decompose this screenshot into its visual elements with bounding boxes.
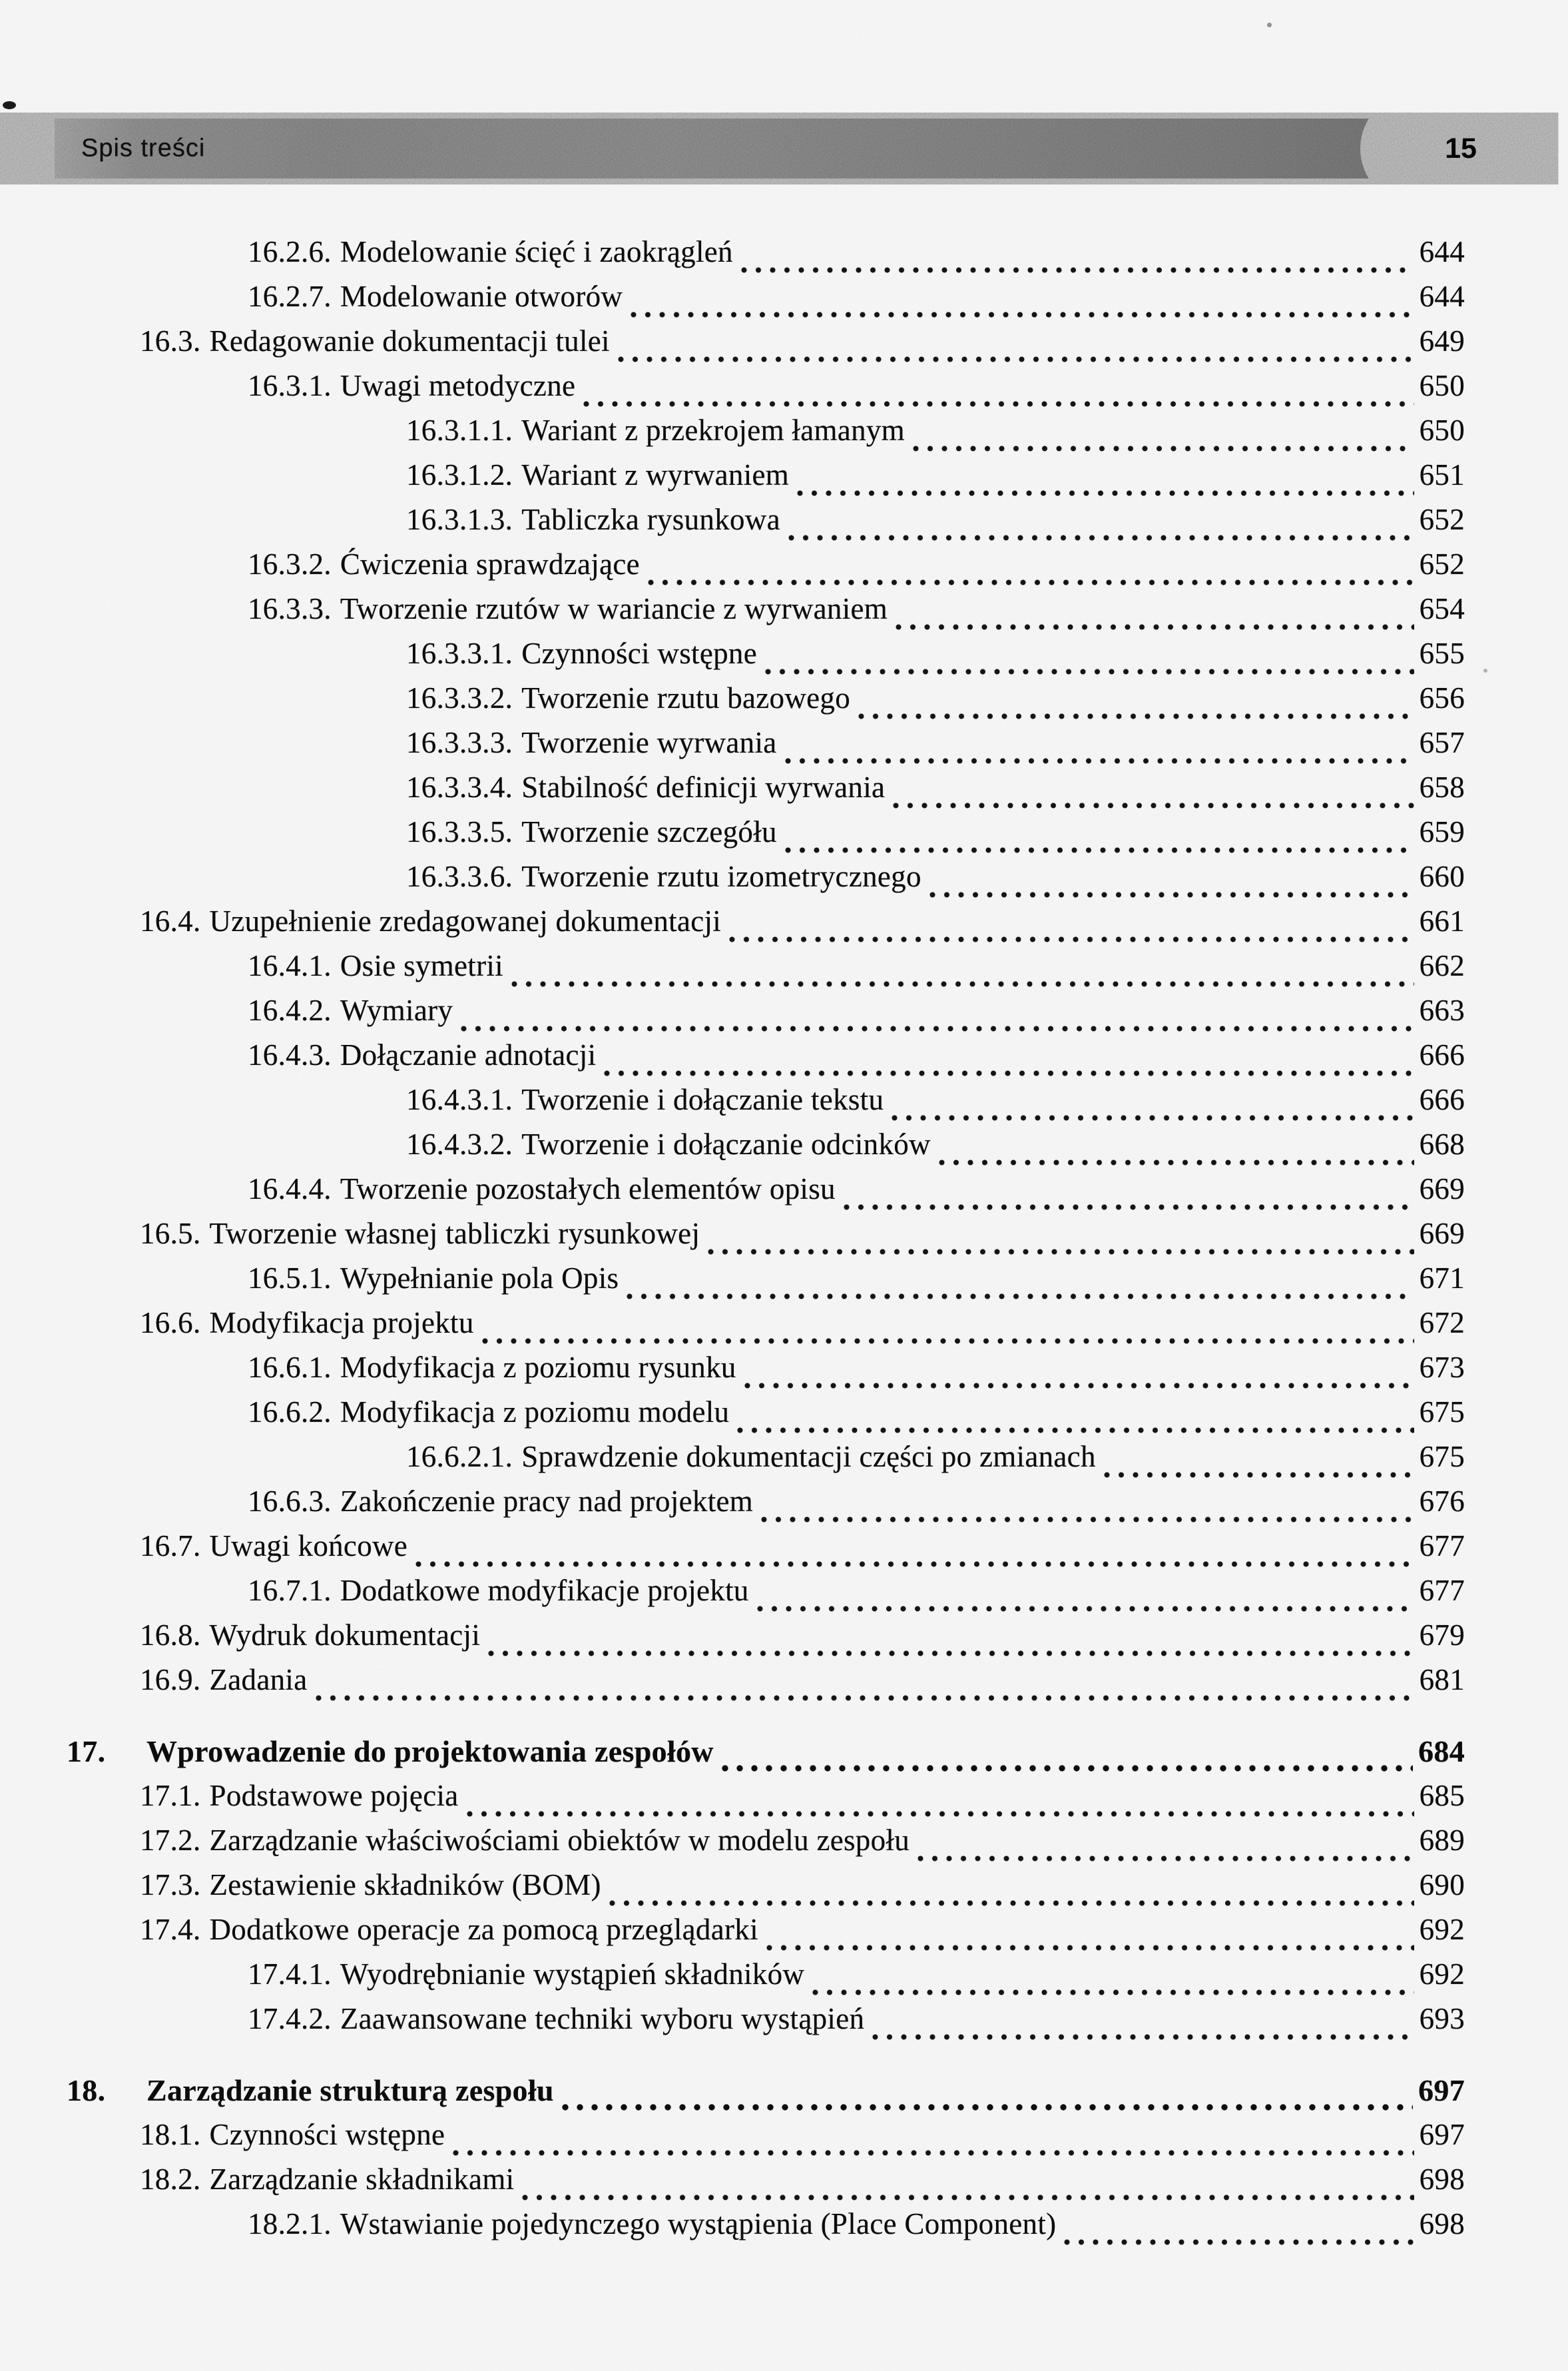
toc-entry-page: 676 (1419, 1485, 1465, 1518)
toc-entry-number: 16.9. (140, 1663, 201, 1696)
toc-leader-dots (511, 981, 1414, 987)
toc-entry (67, 859, 1465, 904)
toc-entry (67, 1395, 1465, 1439)
header-page-number: 15 (1445, 133, 1477, 165)
toc-entry-title: Wstawianie pojedynczego wystąpienia (Place Component) (340, 2207, 1057, 2240)
toc-entry-page: 649 (1419, 324, 1465, 358)
toc-entry-page: 672 (1419, 1306, 1465, 1339)
toc-entry-title: Czynności wstępne (521, 637, 757, 670)
toc-entry-number: 16.4.4. (248, 1172, 332, 1205)
toc-entry-title: Wariant z przekrojem łamanym (521, 414, 905, 447)
toc-leader-dots (892, 1115, 1414, 1121)
toc-entry-page: 666 (1419, 1083, 1465, 1116)
toc-leader-dots (939, 1160, 1414, 1166)
toc-entry-number: 16.6. (140, 1306, 201, 1339)
toc-leader-dots (741, 267, 1414, 273)
toc-leader-dots (316, 1695, 1414, 1701)
toc-entry-number: 17.1. (140, 1779, 201, 1812)
toc-leader-dots (708, 1249, 1414, 1255)
toc-entry-number: 16.6.1. (248, 1351, 332, 1384)
toc-entry-title: Zarządzanie właściwościami obiektów w modelu zespołu (209, 1824, 910, 1857)
toc-leader-dots (812, 1989, 1414, 1995)
toc-entry (67, 279, 1465, 324)
toc-entry-title: Podstawowe pojęcia (209, 1779, 459, 1812)
toc-entry-page: 669 (1419, 1172, 1465, 1205)
toc-entry (67, 1734, 1465, 1778)
toc-leader-dots (797, 490, 1414, 496)
toc-leader-dots (913, 446, 1414, 452)
toc-entry (67, 1912, 1465, 1957)
toc-entry-page: 662 (1419, 949, 1465, 982)
toc-leader-dots (467, 1811, 1414, 1817)
toc-entry-page: 650 (1419, 414, 1465, 447)
toc-entry-page: 663 (1419, 994, 1465, 1027)
toc-entry-number: 16.3. (140, 324, 201, 358)
toc-entry (67, 368, 1465, 413)
toc-entry (67, 458, 1465, 502)
toc-entry (67, 2117, 1465, 2162)
toc-entry-number: 16.7. (140, 1529, 201, 1562)
toc-entry-page: 693 (1419, 2002, 1465, 2035)
toc-entry-page: 656 (1419, 681, 1465, 715)
toc-entry-number: 16.4.3.1. (406, 1083, 513, 1116)
toc-leader-dots (917, 1856, 1414, 1862)
toc-entry-title: Redagowanie dokumentacji tulei (209, 324, 610, 358)
toc-entry (67, 1127, 1465, 1172)
toc-entry-title: Zakończenie pracy nad projektem (340, 1485, 754, 1518)
toc-entry (67, 1662, 1465, 1707)
toc-entry (67, 993, 1465, 1038)
toc-entry-title: Dodatkowe modyfikacje projektu (340, 1574, 749, 1607)
toc-entry-title: Stabilność definicji wyrwania (521, 771, 886, 804)
toc-entry-title: Tworzenie szczegółu (521, 815, 777, 848)
toc-entry (67, 1305, 1465, 1350)
toc-leader-dots (1104, 1472, 1414, 1478)
toc-entry-page: 673 (1419, 1351, 1465, 1384)
toc-entry-number: 16.3.1.3. (406, 503, 513, 536)
toc-entry (67, 1172, 1465, 1216)
toc-entry (67, 591, 1465, 636)
toc-entry (67, 413, 1465, 458)
toc-entry-number: 18.2. (140, 2163, 201, 2196)
toc-entry (67, 1618, 1465, 1662)
toc-entry (67, 1350, 1465, 1395)
toc-entry-number: 16.3.3.5. (406, 815, 513, 848)
toc-entry-number: 16.4. (140, 904, 201, 938)
toc-list (67, 234, 1465, 2251)
toc-entry-title: Uwagi metodyczne (340, 369, 576, 402)
toc-leader-dots (896, 624, 1414, 630)
toc-entry-number: 18.1. (140, 2118, 201, 2151)
toc-entry-page: 692 (1419, 1957, 1465, 1991)
toc-entry-title: Modelowanie ścięć i zaokrągleń (340, 235, 733, 268)
toc-entry-page: 675 (1419, 1395, 1465, 1429)
toc-entry-title: Wprowadzenie do projektowania zespołów (146, 1734, 714, 1768)
toc-entry-number: 17.4.1. (248, 1957, 332, 1991)
toc-entry-number: 16.3.1.1. (406, 414, 513, 447)
toc-entry-title: Wymiary (340, 994, 453, 1027)
toc-entry (67, 2162, 1465, 2206)
toc-entry (67, 2073, 1465, 2117)
toc-entry-number: 16.3.3.4. (406, 771, 513, 804)
toc-leader-dots (785, 758, 1414, 764)
toc-entry (67, 1867, 1465, 1912)
toc-entry-number: 17.4.2. (248, 2002, 332, 2035)
toc-entry (67, 2001, 1465, 2046)
toc-entry-page: 659 (1419, 815, 1465, 848)
toc-entry-title: Ćwiczenia sprawdzające (340, 547, 640, 581)
toc-entry (67, 1778, 1465, 1823)
toc-leader-dots (461, 1026, 1414, 1032)
toc-leader-dots (618, 356, 1414, 362)
toc-entry (67, 1038, 1465, 1082)
toc-leader-dots (737, 1427, 1414, 1433)
toc-leader-dots (785, 847, 1414, 853)
toc-leader-dots (765, 669, 1414, 675)
toc-entry-page: 697 (1418, 2073, 1465, 2107)
toc-leader-dots (482, 1338, 1414, 1344)
toc-entry-number: 18. (67, 2073, 106, 2107)
toc-entry (67, 502, 1465, 547)
toc-entry-title: Modyfikacja z poziomu modelu (340, 1395, 730, 1429)
toc-entry (67, 1216, 1465, 1261)
toc-entry-page: 651 (1419, 458, 1465, 492)
toc-entry-title: Tworzenie własnej tabliczki rysunkowej (209, 1217, 700, 1250)
toc-entry (67, 1439, 1465, 1484)
page-header-bar (55, 119, 1422, 178)
toc-leader-dots (583, 401, 1414, 407)
toc-entry-title: Wypełnianie pola Opis (340, 1261, 619, 1295)
toc-entry-page: 698 (1419, 2163, 1465, 2196)
toc-entry-page: 690 (1419, 1868, 1465, 1901)
toc-entry-title: Zestawienie składników (BOM) (209, 1868, 601, 1901)
toc-entry-number: 16.4.2. (248, 994, 332, 1027)
toc-entry-number: 16.4.3.2. (406, 1128, 513, 1161)
toc-entry-page: 669 (1419, 1217, 1465, 1250)
toc-entry (67, 1528, 1465, 1573)
toc-entry-title: Modyfikacja z poziomu rysunku (340, 1351, 736, 1384)
toc-entry-title: Tworzenie rzutów w wariancie z wyrwaniem (340, 592, 888, 625)
toc-entry-title: Zaawansowane techniki wyboru wystąpień (340, 2002, 865, 2035)
toc-entry (67, 1484, 1465, 1528)
toc-leader-dots (627, 1293, 1414, 1299)
toc-entry (67, 681, 1465, 725)
toc-entry-title: Modelowanie otworów (340, 280, 623, 313)
toc-entry-page: 684 (1418, 1734, 1465, 1768)
toc-leader-dots (604, 1070, 1414, 1076)
toc-leader-dots (729, 936, 1414, 942)
toc-leader-dots (893, 803, 1414, 809)
toc-entry-number: 16.7.1. (248, 1574, 332, 1607)
toc-entry-title: Uzupełnienie zredagowanej dokumentacji (209, 904, 722, 938)
toc-entry (67, 1082, 1465, 1127)
toc-entry-page: 657 (1419, 726, 1465, 759)
toc-entry-number: 17.3. (140, 1868, 201, 1901)
toc-entry-number: 16.2.6. (248, 235, 332, 268)
toc-entry (67, 2206, 1465, 2251)
scan-artifact (1267, 23, 1272, 27)
toc-entry-number: 16.3.3.3. (406, 726, 513, 759)
header-notch (1360, 119, 1422, 178)
header-section-title: Spis treści (81, 134, 206, 163)
toc-entry-number: 16.3.1. (248, 369, 332, 402)
toc-entry-title: Tabliczka rysunkowa (521, 503, 780, 536)
toc-entry-number: 16.3.3.6. (406, 860, 513, 893)
toc-entry-number: 16.8. (140, 1618, 201, 1652)
scan-artifact (1483, 669, 1487, 673)
toc-entry-number: 16.3.3.2. (406, 681, 513, 715)
toc-entry-title: Osie symetrii (340, 949, 503, 982)
toc-leader-dots (844, 1204, 1414, 1210)
toc-entry-title: Sprawdzenie dokumentacji części po zmianach (521, 1440, 1096, 1473)
toc-entry-title: Dołączanie adnotacji (340, 1038, 597, 1072)
toc-entry-page: 660 (1419, 860, 1465, 893)
toc-entry-page: 677 (1419, 1529, 1465, 1562)
toc-leader-dots (766, 1945, 1414, 1951)
toc-entry-title: Czynności wstępne (209, 2118, 445, 2151)
toc-leader-dots (722, 1765, 1413, 1772)
toc-entry-number: 17. (67, 1734, 106, 1768)
toc-leader-dots (757, 1606, 1414, 1612)
toc-entry (67, 1261, 1465, 1305)
toc-entry-page: 644 (1419, 235, 1465, 268)
toc-entry-page: 652 (1419, 503, 1465, 536)
toc-entry-page: 685 (1419, 1779, 1465, 1812)
toc-entry-title: Wydruk dokumentacji (209, 1618, 481, 1652)
toc-entry-page: 650 (1419, 369, 1465, 402)
toc-entry-page: 652 (1419, 547, 1465, 581)
toc-leader-dots (858, 713, 1414, 719)
toc-entry-page: 671 (1419, 1261, 1465, 1295)
toc-leader-dots (415, 1561, 1414, 1567)
toc-entry-number: 16.2.7. (248, 280, 332, 313)
toc-entry-title: Zarządzanie składnikami (209, 2163, 515, 2196)
toc-entry-title: Uwagi końcowe (209, 1529, 408, 1562)
toc-entry-title: Wariant z wyrwaniem (521, 458, 790, 492)
toc-entry-number: 16.6.2.1. (406, 1440, 513, 1473)
toc-entry-title: Tworzenie wyrwania (521, 726, 777, 759)
toc-entry (67, 904, 1465, 948)
toc-entry-page: 675 (1419, 1440, 1465, 1473)
toc-leader-dots (929, 892, 1414, 898)
toc-entry-number: 16.3.1.2. (406, 458, 513, 492)
toc-entry (67, 1957, 1465, 2001)
toc-entry-number: 17.4. (140, 1913, 201, 1946)
toc-entry-page: 668 (1419, 1128, 1465, 1161)
scan-artifact (3, 101, 16, 109)
toc-entry (67, 547, 1465, 591)
toc-entry-page: 698 (1419, 2207, 1465, 2240)
toc-leader-dots (648, 579, 1414, 585)
toc-entry-page: 689 (1419, 1824, 1465, 1857)
toc-entry (67, 234, 1465, 279)
toc-entry-number: 16.3.3. (248, 592, 332, 625)
toc-entry (67, 770, 1465, 815)
toc-entry-page: 654 (1419, 592, 1465, 625)
toc-leader-dots (1064, 2239, 1414, 2245)
toc-entry-page: 661 (1419, 904, 1465, 938)
toc-leader-dots (761, 1517, 1414, 1523)
toc-entry-page: 658 (1419, 771, 1465, 804)
toc-entry (67, 1823, 1465, 1867)
toc-entry-title: Tworzenie i dołączanie odcinków (521, 1128, 931, 1161)
toc-leader-dots (788, 535, 1414, 541)
toc-entry (67, 725, 1465, 770)
toc-entry-number: 16.6.2. (248, 1395, 332, 1429)
toc-leader-dots (562, 2104, 1413, 2111)
toc-entry-page: 666 (1419, 1038, 1465, 1072)
toc-entry-page: 692 (1419, 1913, 1465, 1946)
toc-entry (67, 815, 1465, 859)
toc-entry-title: Zadania (209, 1663, 308, 1696)
toc-entry (67, 1573, 1465, 1618)
toc-leader-dots (872, 2034, 1414, 2040)
toc-entry-number: 16.6.3. (248, 1485, 332, 1518)
toc-entry-number: 16.5. (140, 1217, 201, 1250)
toc-entry-number: 16.4.1. (248, 949, 332, 982)
toc-leader-dots (453, 2150, 1414, 2156)
toc-entry-title: Tworzenie rzutu izometrycznego (521, 860, 921, 893)
toc-leader-dots (631, 312, 1414, 318)
toc-entry-number: 16.5.1. (248, 1261, 332, 1295)
toc-entry-title: Modyfikacja projektu (209, 1306, 474, 1339)
toc-entry-page: 644 (1419, 280, 1465, 313)
toc-entry-title: Wyodrębnianie wystąpień składników (340, 1957, 805, 1991)
toc-entry-number: 16.4.3. (248, 1038, 332, 1072)
toc-leader-dots (488, 1650, 1414, 1656)
toc-entry-page: 697 (1419, 2118, 1465, 2151)
toc-entry-number: 16.3.3.1. (406, 637, 513, 670)
toc-entry-title: Zarządzanie strukturą zespołu (146, 2073, 554, 2107)
toc-entry-page: 679 (1419, 1618, 1465, 1652)
toc-entry-title: Tworzenie i dołączanie tekstu (521, 1083, 884, 1116)
toc-entry-number: 16.3.2. (248, 547, 332, 581)
toc-entry (67, 636, 1465, 681)
toc-entry-number: 18.2.1. (248, 2207, 332, 2240)
toc-entry (67, 948, 1465, 993)
toc-leader-dots (609, 1900, 1414, 1906)
toc-entry-title: Dodatkowe operacje za pomocą przeglądarki (209, 1913, 758, 1946)
toc-entry-number: 17.2. (140, 1824, 201, 1857)
toc-leader-dots (744, 1383, 1414, 1389)
toc-leader-dots (522, 2195, 1414, 2201)
toc-entry-page: 655 (1419, 637, 1465, 670)
toc-entry (67, 324, 1465, 368)
toc-entry-page: 681 (1419, 1663, 1465, 1696)
toc-entry-title: Tworzenie rzutu bazowego (521, 681, 851, 715)
toc-entry-title: Tworzenie pozostałych elementów opisu (340, 1172, 836, 1205)
toc-entry-page: 677 (1419, 1574, 1465, 1607)
